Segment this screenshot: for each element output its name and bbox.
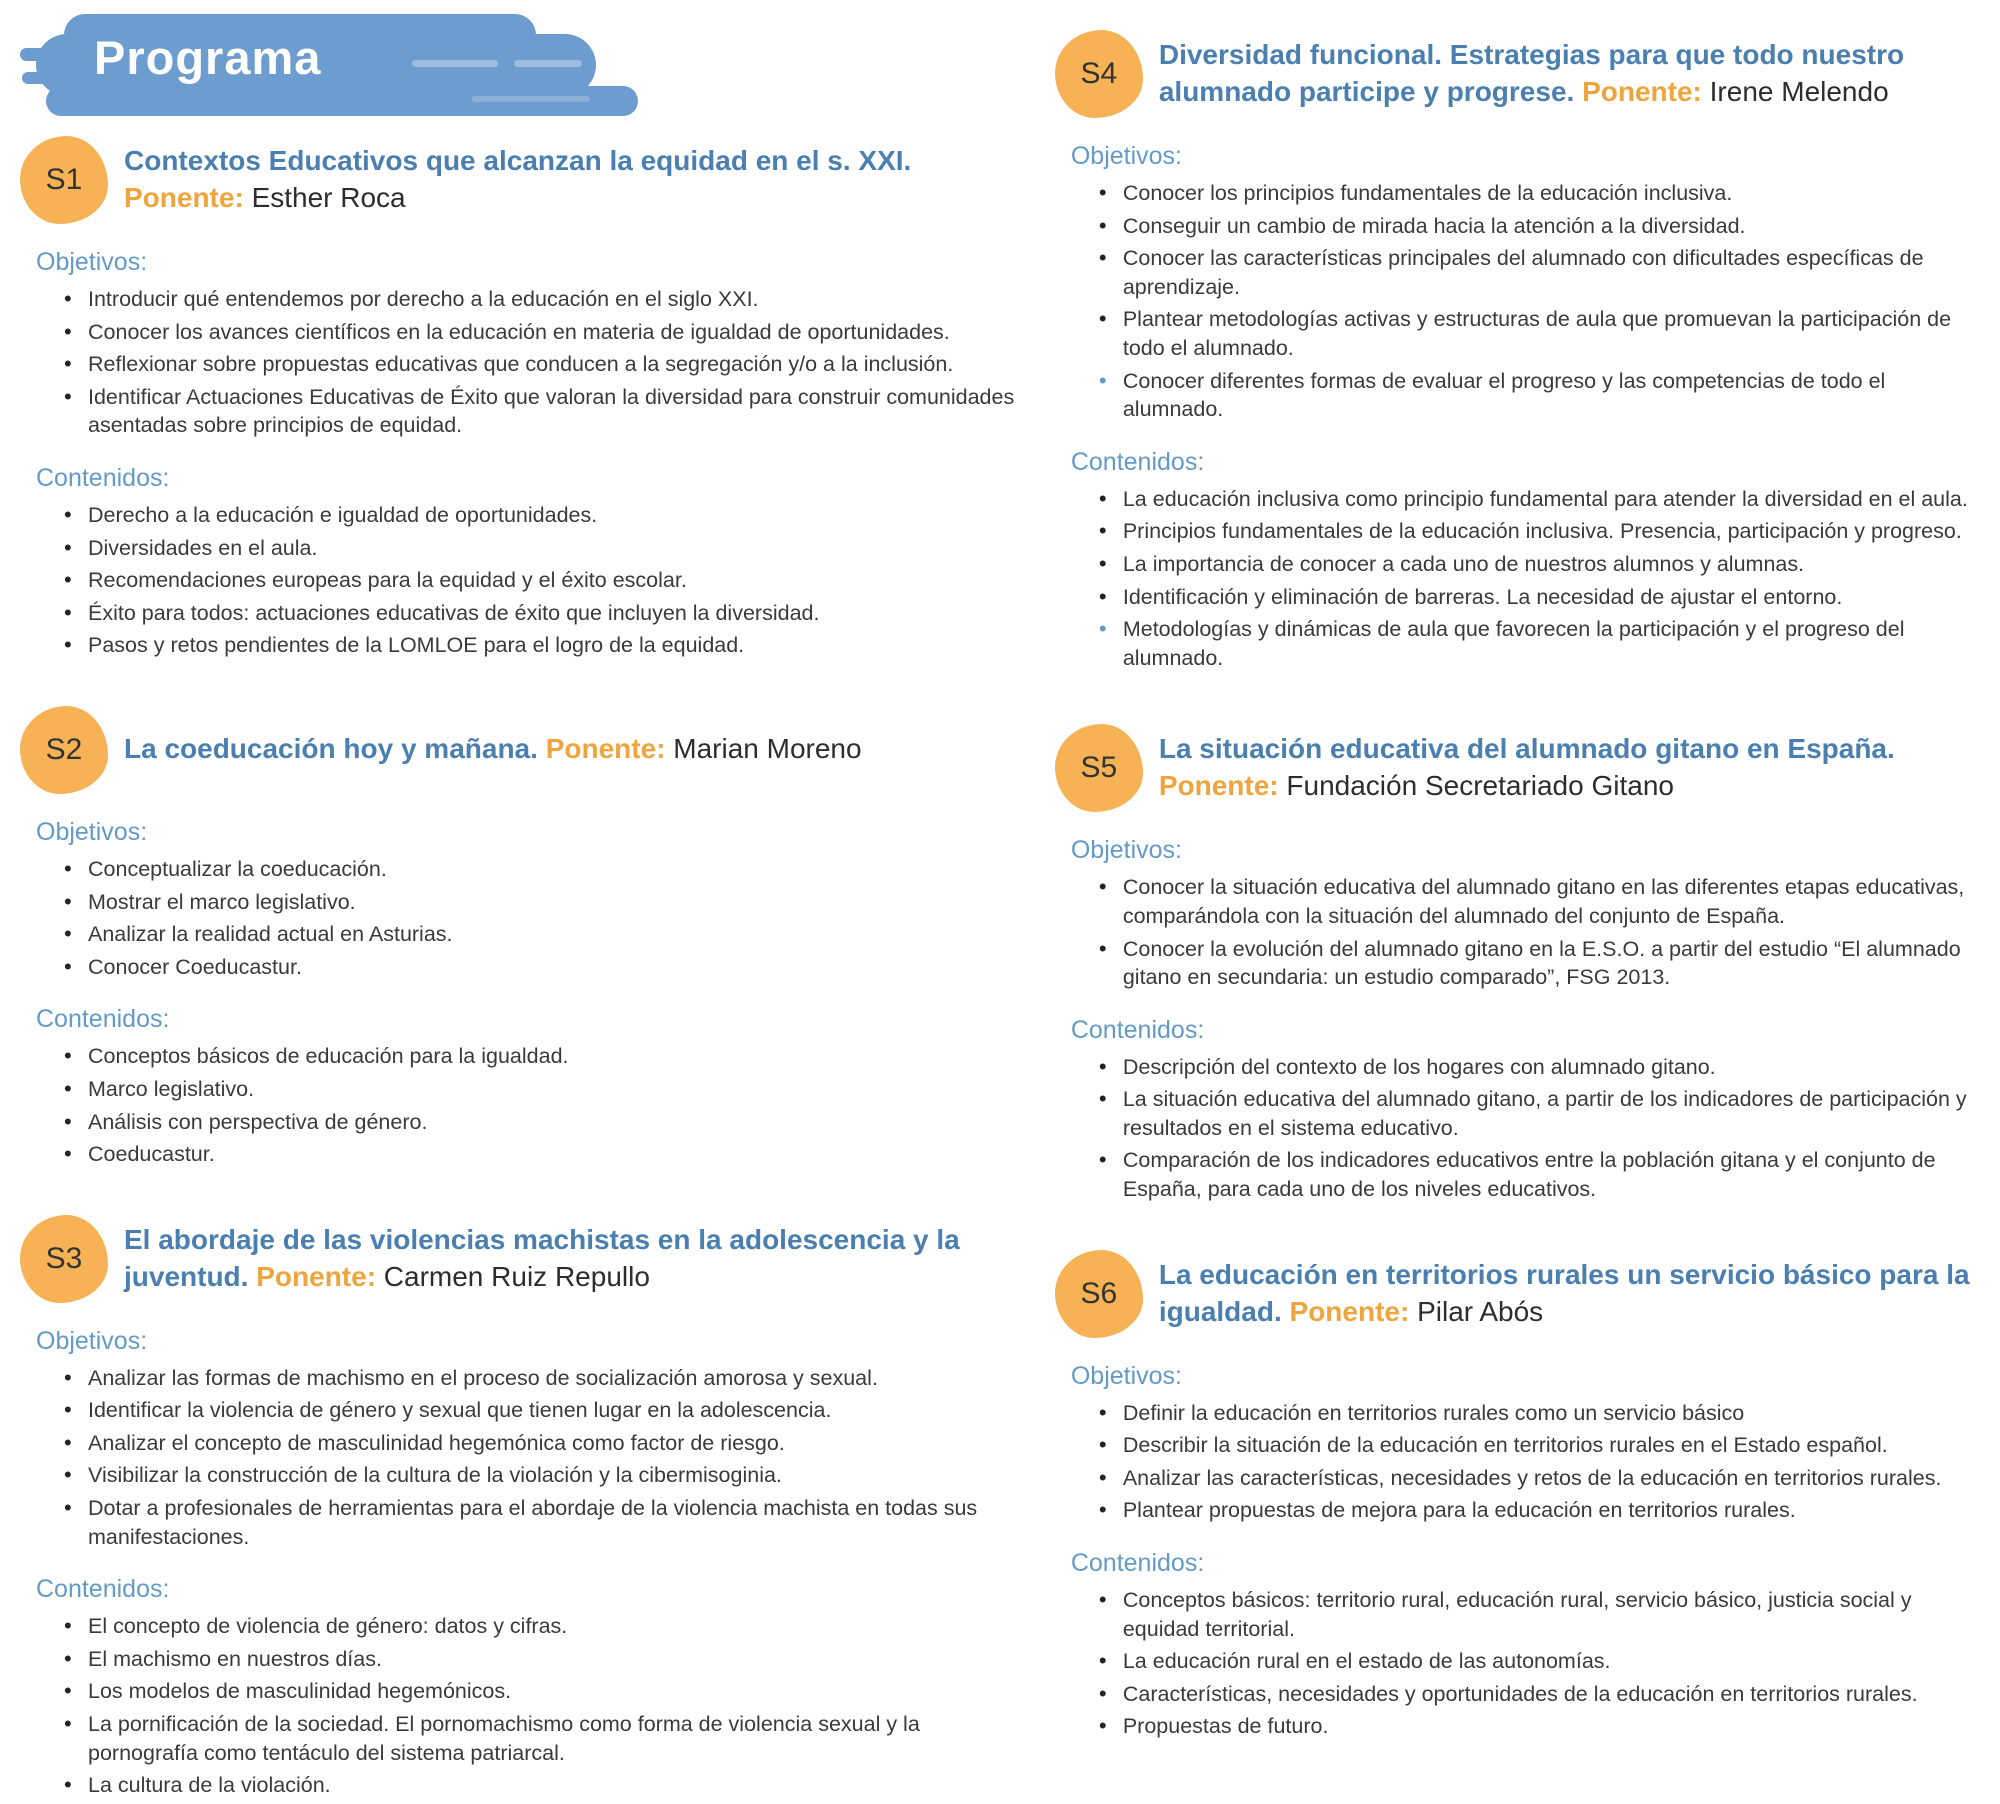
- session-badge: [20, 1215, 108, 1303]
- contenidos-heading: Contenidos:: [1070, 1015, 1205, 1044]
- objetivos-list: [1055, 179, 1990, 424]
- ponente-name: Carmen Ruiz Repullo: [383, 1260, 650, 1292]
- bullet-item: • Conceptualizar la coeducación.: [62, 855, 1015, 884]
- contenidos-heading: Contenidos:: [1070, 1549, 1205, 1578]
- bullet-item: • Recomendaciones europeas para la equidad y el éxito escolar.: [62, 566, 1015, 595]
- contenidos-list: [20, 501, 1015, 660]
- session-code: S4: [1080, 57, 1118, 90]
- bullet-item: • Los modelos de masculinidad hegemónicos.: [62, 1677, 1015, 1706]
- bullet-item: • Conseguir un cambio de mirada hacia la atención a la diversidad.: [1097, 212, 1990, 241]
- page-title: Programa: [94, 31, 322, 84]
- contenidos-heading: Contenidos:: [36, 1005, 170, 1034]
- objetivos-heading: Objetivos:: [1070, 836, 1183, 865]
- bullet-item: • Analizar el concepto de masculinidad hegemónica como factor de riesgo.: [62, 1429, 1015, 1458]
- session-badge: [1055, 30, 1143, 118]
- session-header: [20, 1215, 1015, 1303]
- session-title: [1159, 731, 1990, 805]
- session-code: S6: [1080, 1276, 1118, 1310]
- session-title: [124, 143, 1015, 217]
- session-header: [20, 706, 1015, 794]
- bullet-item: • La importancia de conocer a cada uno de nuestros alumnos y alumnas.: [1097, 550, 1990, 579]
- session-code: S3: [45, 1241, 83, 1275]
- page-header: [20, 8, 650, 126]
- bullet-item: • Propuestas de futuro.: [1097, 1712, 1990, 1741]
- bullet-item: • Mostrar el marco legislativo.: [62, 888, 1015, 917]
- bullet-item: • Conocer los avances científicos en la educación en materia de igualdad de oportunidades.: [62, 318, 1015, 347]
- session-title-text: La coeducación hoy y mañana.: [124, 733, 538, 765]
- ponente-name: Esther Roca: [251, 182, 406, 213]
- objetivos-list: [1055, 873, 1990, 991]
- bullet-item: • Diversidades en el aula.: [62, 534, 1015, 563]
- ponente-name: Marian Moreno: [673, 733, 862, 765]
- ponente-label: Ponente:: [256, 1260, 377, 1292]
- session-title: [1159, 1257, 1990, 1331]
- bullet-item: • Describir la situación de la educación en territorios rurales en el Estado español.: [1097, 1431, 1990, 1460]
- session-s3: [20, 1215, 1015, 1800]
- contenidos-list: [1055, 1586, 1990, 1741]
- right-column: [1055, 8, 1990, 1804]
- session-s5: [1055, 724, 1990, 1203]
- contenidos-list: [20, 1612, 1015, 1800]
- bullet-item: • Conceptos básicos de educación para la igualdad.: [62, 1042, 1015, 1071]
- bullet-item: • Conocer Coeducastur.: [62, 953, 1015, 982]
- objetivos-heading: Objetivos:: [36, 248, 148, 276]
- bullet-item: • Análisis con perspectiva de género.: [62, 1108, 1015, 1137]
- bullet-item: • La educación rural en el estado de las autonomías.: [1097, 1647, 1990, 1676]
- session-header: [1055, 724, 1990, 812]
- session-header: [20, 136, 1015, 224]
- session-badge: [20, 706, 108, 794]
- bullet-item: • Conocer diferentes formas de evaluar el progreso y las competencias de todo el alumnado.: [1097, 367, 1990, 424]
- bullet-item: • Derecho a la educación e igualdad de oportunidades.: [62, 501, 1015, 530]
- session-title: [124, 731, 862, 768]
- session-code: S2: [45, 732, 83, 766]
- bullet-item: • Reflexionar sobre propuestas educativas que conducen a la segregación y/o a la inclusión.: [62, 350, 1015, 379]
- bullet-item: • Coeducastur.: [62, 1140, 1015, 1169]
- session-badge: [1055, 1250, 1143, 1338]
- bullet-item: • Plantear metodologías activas y estructuras de aula que promuevan la participación de todo el alumnado.: [1097, 305, 1990, 362]
- objetivos-heading: Objetivos:: [1070, 142, 1183, 170]
- bullet-item: • Pasos y retos pendientes de la LOMLOE para el logro de la equidad.: [62, 631, 1015, 660]
- session-title-text: El abordaje de las violencias machistas en la adolescencia y la juventud.: [124, 1223, 960, 1292]
- bullet-item: • La educación inclusiva como principio fundamental para atender la diversidad en el aula.: [1097, 485, 1990, 514]
- bullet-item: • Éxito para todos: actuaciones educativas de éxito que incluyen la diversidad.: [62, 599, 1015, 628]
- session-badge: [1055, 724, 1143, 812]
- bullet-item: • Descripción del contexto de los hogares con alumnado gitano.: [1097, 1053, 1990, 1082]
- bullet-item: • Visibilizar la construcción de la cultura de la violación y la cibermisoginia.: [62, 1461, 1015, 1490]
- bullet-item: • La pornificación de la sociedad. El pornomachismo como forma de violencia sexual y la pornografía como tentáculo del sistema patriarcal.: [62, 1710, 1015, 1767]
- session-badge: [20, 136, 108, 224]
- left-column: [20, 8, 1015, 1804]
- bullet-item: • Conocer la evolución del alumnado gitano en la E.S.O. a partir del estudio “El alumnado gitano en secundaria: un estudio comparado”, FSG 2013.: [1097, 935, 1990, 992]
- session-s4: [1055, 30, 1990, 672]
- ponente-label: Ponente:: [1582, 76, 1702, 107]
- objetivos-list: [1055, 1399, 1990, 1525]
- ponente-name: Pilar Abós: [1417, 1295, 1544, 1327]
- bullet-item: • Comparación de los indicadores educativos entre la población gitana y el conjunto de España, para cada uno de los niveles educativos.: [1097, 1146, 1990, 1203]
- session-code: S1: [45, 163, 83, 196]
- objetivos-list: [20, 285, 1015, 440]
- bullet-item: • El concepto de violencia de género: datos y cifras.: [62, 1612, 1015, 1641]
- session-code: S5: [1080, 751, 1118, 785]
- objetivos-list: [20, 855, 1015, 981]
- objetivos-heading: Objetivos:: [36, 817, 148, 846]
- bullet-item: • Dotar a profesionales de herramientas para el abordaje de la violencia machista en todas sus manifestaciones.: [62, 1494, 1015, 1551]
- bullet-item: • La situación educativa del alumnado gitano, a partir de los indicadores de participación y resultados en el sistema educativo.: [1097, 1085, 1990, 1142]
- session-header: [1055, 30, 1990, 118]
- session-s2: [20, 706, 1015, 1169]
- bullet-item: • Introducir qué entendemos por derecho a la educación en el siglo XXI.: [62, 285, 1015, 314]
- bullet-item: • Identificar Actuaciones Educativas de Éxito que valoran la diversidad para construir comunidades asentadas sobre principios de equidad.: [62, 383, 1015, 440]
- bullet-item: • Plantear propuestas de mejora para la educación en territorios rurales.: [1097, 1496, 1990, 1525]
- ponente-name: Fundación Secretariado Gitano: [1286, 770, 1674, 802]
- bullet-item: • Conceptos básicos: territorio rural, educación rural, servicio básico, justicia social y equidad territorial.: [1097, 1586, 1990, 1643]
- session-title-text: Contextos Educativos que alcanzan la equidad en el s. XXI.: [124, 145, 912, 177]
- bullet-item: • El machismo en nuestros días.: [62, 1645, 1015, 1674]
- bullet-item: • Características, necesidades y oportunidades de la educación en territorios rurales.: [1097, 1680, 1990, 1709]
- session-title: [1159, 37, 1990, 111]
- objetivos-list: [20, 1364, 1015, 1552]
- contenidos-list: [20, 1042, 1015, 1168]
- session-title: [124, 1222, 1015, 1296]
- bullet-item: • Conocer los principios fundamentales de la educación inclusiva.: [1097, 179, 1990, 208]
- bullet-item: • La cultura de la violación.: [62, 1771, 1015, 1800]
- session-title-text: La situación educativa del alumnado gitano en España.: [1158, 733, 1895, 765]
- ponente-label: Ponente:: [1289, 1295, 1410, 1327]
- bullet-item: • Definir la educación en territorios rurales como un servicio básico: [1097, 1399, 1990, 1428]
- bullet-item: • Metodologías y dinámicas de aula que favorecen la participación y el progreso del alumnado.: [1097, 615, 1990, 672]
- ponente-label: Ponente:: [545, 733, 666, 765]
- bullet-item: • Conocer la situación educativa del alumnado gitano en las diferentes etapas educativas, comparándola con la situación del alumnado del conjunto de España.: [1097, 873, 1990, 930]
- contenidos-heading: Contenidos:: [1070, 447, 1205, 476]
- bullet-item: • Analizar la realidad actual en Asturias.: [62, 920, 1015, 949]
- contenidos-list: [1055, 1053, 1990, 1204]
- bullet-item: • Analizar las características, necesidades y retos de la educación en territorios rurales.: [1097, 1464, 1990, 1493]
- bullet-item: • Marco legislativo.: [62, 1075, 1015, 1104]
- ponente-name: Irene Melendo: [1709, 76, 1889, 107]
- session-s1: [20, 136, 1015, 660]
- session-s6: [1055, 1250, 1990, 1741]
- ponente-label: Ponente:: [124, 182, 244, 213]
- session-title-text: La educación en territorios rurales un servicio básico para la igualdad.: [1158, 1258, 1970, 1327]
- session-title-text: Diversidad funcional. Estrategias para que todo nuestro alumnado participe y progrese.: [1158, 39, 1905, 107]
- contenidos-heading: Contenidos:: [36, 463, 170, 492]
- contenidos-list: [1055, 485, 1990, 673]
- bullet-item: • Analizar las formas de machismo en el proceso de socialización amorosa y sexual.: [62, 1364, 1015, 1393]
- bullet-item: • Conocer las características principales del alumnado con dificultades específicas de aprendizaje.: [1097, 244, 1990, 301]
- objetivos-heading: Objetivos:: [36, 1326, 148, 1355]
- objetivos-heading: Objetivos:: [1070, 1361, 1183, 1390]
- contenidos-heading: Contenidos:: [36, 1575, 170, 1604]
- bullet-item: • Principios fundamentales de la educación inclusiva. Presencia, participación y progreso.: [1097, 517, 1990, 546]
- bullet-item: • Identificación y eliminación de barreras. La necesidad de ajustar el entorno.: [1097, 583, 1990, 612]
- bullet-item: • Identificar la violencia de género y sexual que tienen lugar en la adolescencia.: [62, 1396, 1015, 1425]
- session-header: [1055, 1250, 1990, 1338]
- ponente-label: Ponente:: [1158, 770, 1279, 802]
